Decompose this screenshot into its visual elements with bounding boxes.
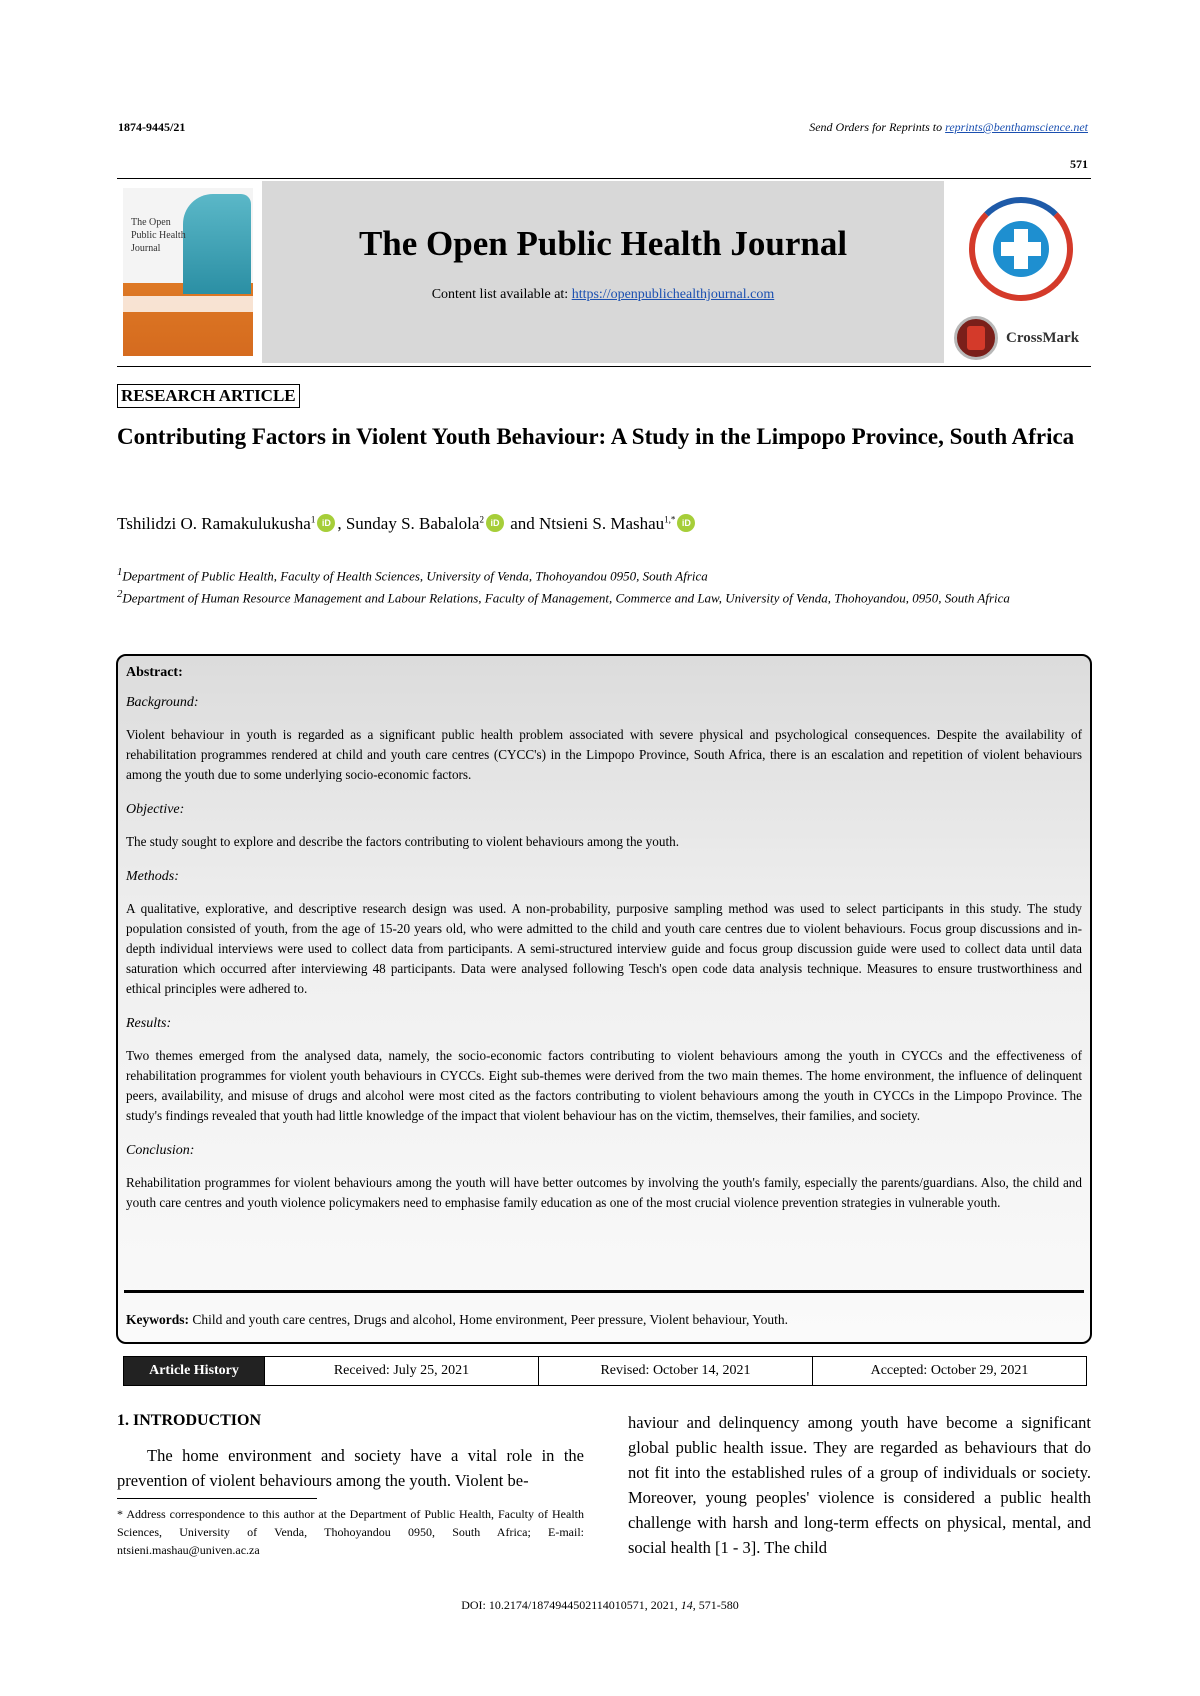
journal-url-link[interactable]: https://openpublichealthjournal.com [571,287,775,302]
author-name: Sunday S. Babalola [345,514,480,533]
header-rule-bottom [117,366,1091,367]
keywords [126,1312,1082,1328]
journal-title: The Open Public Health Journal [358,224,848,263]
content-list [262,287,944,303]
affiliation-text: Department of Human Resource Management and Labour Relations, Faculty of Management, Commerce and Law, University of Venda, Thohoyandou, 0950, South Africa [122,590,1010,606]
journal-banner [262,181,944,363]
abstract-section-label: Conclusion: [126,1143,195,1158]
author-name: Tshilidzi O. Ramakulukusha [117,514,311,533]
cover-strip [123,296,253,312]
section-heading: 1. INTRODUCTION [117,1412,262,1429]
doi-pages: , 571-580 [692,1598,739,1612]
orcid-icon[interactable]: iD [317,514,335,532]
abstract-section-text: Two themes emerged from the analysed data, namely, the socio-economic factors contributing to violent behaviours among the youth in CYCCs and the effectiveness of rehabilitation programmes for violent youth behaviours in CYCCs. Eight sub-themes were derived from the two main themes. The home environment, the influence of delinquent peers, availability, and misuse of drugs and alcohol were most cited as the factors contributing to violent behaviours among the youth in CYCCs in the Limpopo Province. The study's findings revealed that youth had little knowledge of the impact that violent behaviour has on the victim, themselves, their families, and society. [126,1048,1082,1123]
author-separator: and [505,514,540,533]
correspondence-footnote: * Address correspondence to this author at the Department of Public Health, Faculty of Health Sciences, University of Venda, Thohoyandou 0950, South Africa; E-mail: ntsieni.mashau@univen.ac.za [117,1507,584,1557]
reprints-email-link[interactable]: reprints@benthamscience.net [945,120,1088,134]
cover-figure [183,194,251,294]
history-accepted: Accepted: October 29, 2021 [812,1357,1086,1385]
doi-volume: 14 [680,1598,693,1612]
abstract-section-label: Background: [126,695,199,710]
issn: 1874-9445/21 [118,120,186,134]
keywords-divider [124,1290,1084,1293]
reprints-note [809,120,1088,135]
abstract-box [116,654,1092,1344]
author-affiliation-mark: 2 [479,514,484,525]
keywords-label: Keywords: [126,1312,189,1327]
abstract-section-label: Objective: [126,802,185,817]
journal-logo-icon [958,188,1078,308]
orcid-icon[interactable]: iD [677,514,695,532]
author-list [117,514,697,534]
header-rule-top [117,178,1091,179]
doi-footer [0,1598,1200,1613]
affiliation [117,562,1091,586]
abstract-heading: Abstract: [126,665,183,680]
article-title: Contributing Factors in Violent Youth Behaviour: A Study in the Limpopo Province, South Africa [117,424,1075,449]
affiliation-mark: 2 [117,588,123,600]
body-text-right: haviour and delinquency among youth have become a significant global public health issue. They are regarded as behaviours that do not fit into the established rules of a group of individuals or society. Moreover, young peoples' violence is considered a public health challenge with harsh and long-term effects on physical, mental, and social health [1 - 3]. The child [628,1413,1091,1557]
affiliation [117,584,1091,608]
keywords-text: Child and youth care centres, Drugs and alcohol, Home environment, Peer pressure, Violent behaviour, Youth. [189,1312,789,1327]
page-number: 571 [1070,157,1088,171]
crossmark-label[interactable]: CrossMark [1006,330,1080,346]
abstract-section-text: The study sought to explore and describe the factors contributing to violent behaviours among the youth. [126,834,680,849]
doi-prefix: DOI: 10.2174/1874944502114010571, 2021, [461,1598,681,1612]
journal-cover-image [123,188,253,356]
content-list-prefix: Content list available at: [431,287,572,302]
history-label: Article History [124,1357,264,1385]
history-revised: Revised: October 14, 2021 [538,1357,812,1385]
abstract-section-label: Results: [126,1016,172,1031]
footnote-rule [117,1498,317,1499]
article-type-badge: RESEARCH ARTICLE [117,384,300,408]
author-affiliation-mark: 1 [310,514,316,525]
affiliation-mark: 1 [117,566,123,578]
author-affiliation-mark: 1,* [664,514,676,525]
body-text-left: The home environment and society have a vital role in the prevention of violent behaviours among the youth. Violent be- [117,1446,584,1490]
abstract-section-text: Violent behaviour in youth is regarded as a significant public health problem associated with severe physical and psychological consequences. Despite the availability of rehabilitation programmes rendered at child and youth care centres (CYCC's) in the Limpopo Province, South Africa, there is an escalation and repetition of violent behaviours among the youth due to some underlying socio-economic factors. [126,727,1082,782]
cover-title: The Open Public Health Journal [131,217,186,254]
author-separator: , [337,514,346,533]
orcid-icon[interactable]: iD [486,514,504,532]
abstract-section-text: Rehabilitation programmes for violent behaviours among the youth will have better outcomes by involving the youth's family, especially the parents/guardians. Also, the child and youth care centres and youth violence policymakers need to emphasise family education as one of the most crucial violence prevention strategies in vulnerable youth. [126,1175,1082,1210]
history-received: Received: July 25, 2021 [264,1357,538,1385]
abstract-section-label: Methods: [126,869,179,884]
article-history-table [123,1356,1087,1386]
author-name: Ntsieni S. Mashau [539,514,665,533]
reprints-prefix: Send Orders for Reprints to [809,120,946,134]
abstract-section-text: A qualitative, explorative, and descriptive research design was used. A non-probability, purposive sampling method was used to select participants in this study. The study population consisted of youth, from the age of 15-20 years old, who were admitted to the child and youth care centres due to violent behaviours. Focus group discussions and in-depth individual interviews were used to collect data from participants. A semi-structured interview guide and focus group discussion guide were used to collect data until data saturation which occurred after interviewing 48 participants. Data were analysed following Tesch's open code data analysis technique. Measures to ensure trustworthiness and ethical principles were adhered to. [126,901,1082,996]
crossmark-icon[interactable] [954,316,998,360]
medical-cross-icon [993,221,1049,277]
affiliation-text: Department of Public Health, Faculty of Health Sciences, University of Venda, Thohoyandou 0950, South Africa [122,568,708,584]
